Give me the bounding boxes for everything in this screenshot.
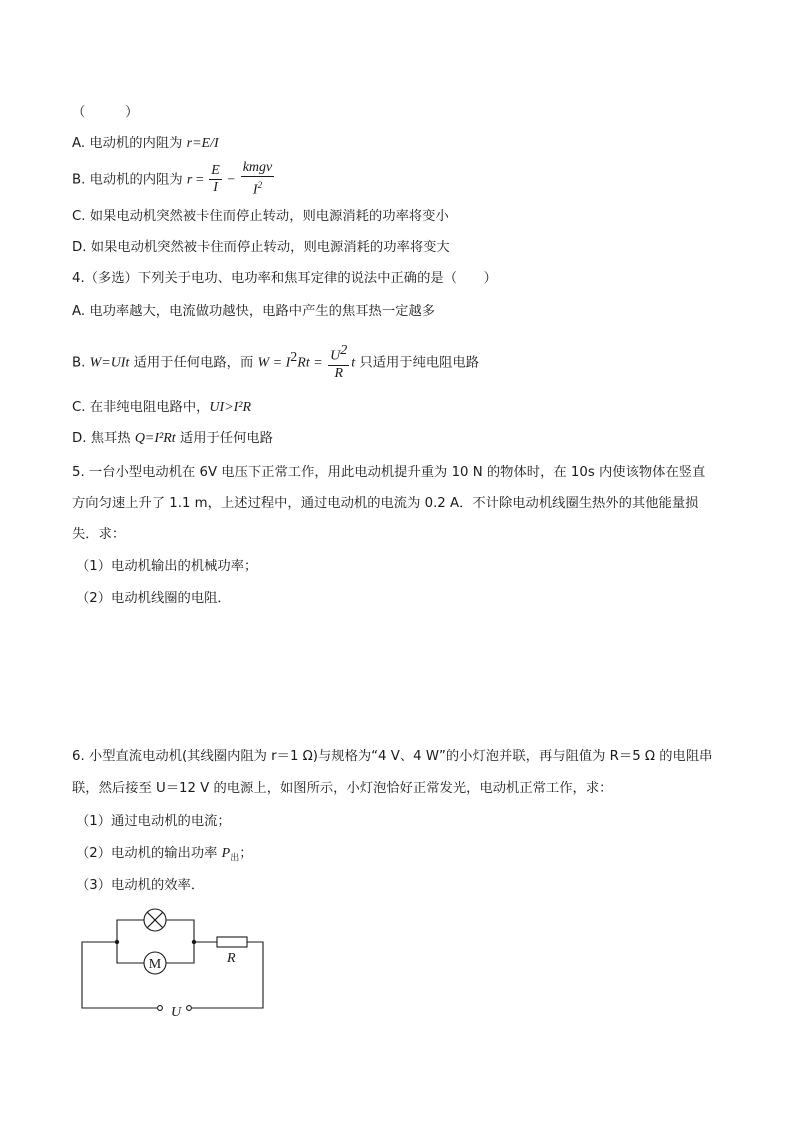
fraction-kmgv-over-i2: $\frac{\text{kmgv}}{I^2}$ bbox=[242, 160, 273, 198]
q5-sub-1: （1）电动机输出的机械功率； bbox=[76, 559, 258, 574]
source-label: U bbox=[171, 1005, 182, 1020]
q3-answer-paren: （ ） bbox=[72, 105, 139, 120]
q6-line-1: 6. 小型直流电动机(其线圈内阻为 r＝1 Ω)与规格为“4 V、4 W”的小灯泡并联，再与阻值为 R＝5 Ω 的电阻串 bbox=[72, 749, 713, 764]
q5-line-2: 方向匀速上升了 1.1 m，上述过程中，通过电动机的电流为 0.2 A．不计除电动机线圈生热外的其他能量损 bbox=[72, 496, 699, 511]
q4-option-d: D. 焦耳热 Q=I²Rt 适用于任何电路 bbox=[72, 431, 273, 446]
q3-option-c: C. 如果电动机突然被卡住而停止转动，则电源消耗的功率将变小 bbox=[72, 209, 449, 224]
wire-motor-left bbox=[117, 942, 144, 963]
fraction-e-over-i: $\frac{E}{I}$ bbox=[211, 162, 220, 195]
q4-option-b: B. W=UIt 适用于任何电路，而 $W = I^2Rt$ = $\frac{U^2}{R}$ t 只适用于纯电阻电路 bbox=[72, 343, 480, 381]
q6-line-2: 联，然后接至 U＝12 V 的电源上，如图所示，小灯泡恰好正常发光，电动机正常工作，求： bbox=[72, 781, 613, 796]
q6-sub-1: （1）通过电动机的电流； bbox=[76, 814, 231, 829]
circuit-diagram bbox=[70, 900, 280, 1025]
resistor-label: R bbox=[227, 951, 236, 966]
q3-option-d: D. 如果电动机突然被卡住而停止转动，则电源消耗的功率将变大 bbox=[72, 240, 450, 255]
q6-sub-2: （2）电动机的输出功率 $P_出$； bbox=[76, 846, 253, 864]
q3-option-a: A. 电动机的内阻为 r=E/I bbox=[72, 136, 219, 151]
junction-left bbox=[115, 940, 119, 944]
wire-lamp-right bbox=[166, 920, 194, 942]
junction-right bbox=[192, 940, 196, 944]
terminal-left bbox=[158, 1006, 163, 1011]
wire-motor-right bbox=[166, 942, 194, 963]
q3-option-b: B. 电动机的内阻为 r = $\frac{E}{I}$ − $\frac{\text{kmgv}}{I^2}$ bbox=[72, 160, 273, 198]
q4-option-a: A. 电功率越大，电流做功越快，电路中产生的焦耳热一定越多 bbox=[72, 304, 436, 319]
q5-line-3: 失．求： bbox=[72, 527, 126, 542]
q4-option-c: C. 在非纯电阻电路中，UI>I²R bbox=[72, 400, 252, 415]
q5-sub-2: （2）电动机线圈的电阻． bbox=[76, 591, 231, 606]
q6-sub-3: （3）电动机的效率． bbox=[76, 878, 205, 893]
q4-stem: 4.（多选）下列关于电功、电功率和焦耳定律的说法中正确的是（ ） bbox=[72, 271, 497, 286]
wire-left bbox=[82, 942, 157, 1008]
motor-label: M bbox=[148, 957, 162, 972]
wire-lamp-left bbox=[117, 920, 144, 942]
q5-line-1: 5. 一台小型电动机在 6V 电压下正常工作，用此电动机提升重为 10 N 的物体时，在 10s 内使该物体在竖直 bbox=[72, 465, 706, 480]
fraction-u2-over-r: $\frac{U^2}{R}$ bbox=[330, 343, 348, 381]
terminal-right bbox=[187, 1006, 192, 1011]
resistor bbox=[217, 937, 247, 947]
